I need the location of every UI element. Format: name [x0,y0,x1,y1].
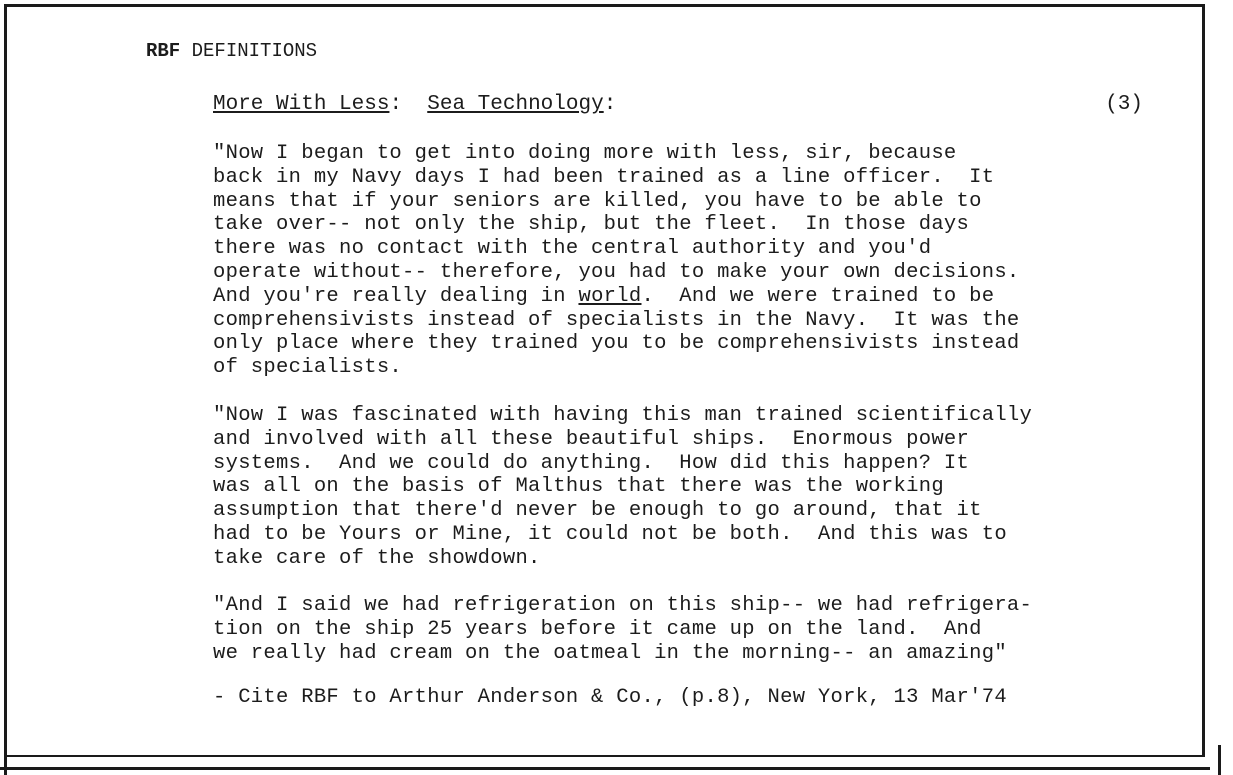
text-line: had to be Yours or Mine, it could not be both. And this was to [213,522,1007,546]
document-header [146,40,317,62]
text-line: operate without-- therefore, you had to make your own decisions. [213,260,1020,284]
right-margin-tick [1218,745,1221,775]
section-topic: More With Less [213,93,390,116]
text-line: only place where they trained you to be comprehensivists instead [213,332,1020,356]
page-number: (3) [1105,93,1143,116]
text-line: take over-- not only the ship, but the fleet. In those days [213,213,970,237]
left-margin-tick [4,752,7,775]
underlined-word: world [578,284,642,308]
text-line: comprehensivists instead of specialists in the Navy. It was the [213,308,1020,332]
text-line: assumption that there'd never be enough to go around, that it [213,499,982,523]
text-line: "And I said we had refrigeration on this ship-- we had refrigera- [213,594,1033,617]
quote-paragraph-1 [213,142,1020,380]
section-heading: More With Less: Sea Technology: (3) [213,93,1143,116]
text-line: take care of the showdown. [213,546,541,570]
citation: - Cite RBF to Arthur Anderson & Co., (p.8), New York, 13 Mar'74 [213,686,1007,709]
header-org: RBF [146,40,181,62]
text-line: systems. And we could do anything. How did this happen? It [213,451,970,475]
text-line: there was no contact with the central authority and you'd [213,237,932,261]
text-line: means that if your seniors are killed, you have to be able to [213,189,982,213]
text-line: And you're really dealing in world. And we were trained to be [213,284,995,308]
text-line: of specialists. [213,356,403,380]
text-line: tion on the ship 25 years before it came up on the land. And [213,617,982,641]
quote-paragraph-3 [213,594,1032,665]
text-line: back in my Navy days I had been trained as a line officer. It [213,165,995,189]
section-subtopic: Sea Technology [427,93,604,116]
header-title: DEFINITIONS [191,40,318,62]
quote-paragraph-2 [213,404,1032,571]
bottom-rule [0,767,1210,770]
text-line: "Now I began to get into doing more with less, sir, because [213,142,957,165]
text-line: was all on the basis of Malthus that there was the working [213,475,944,499]
text-line: "Now I was fascinated with having this man trained scientifically [213,404,1033,427]
text-line: we really had cream on the oatmeal in the morning-- an amazing" [213,641,1007,665]
text-line: and involved with all these beautiful ships. Enormous power [213,427,970,451]
